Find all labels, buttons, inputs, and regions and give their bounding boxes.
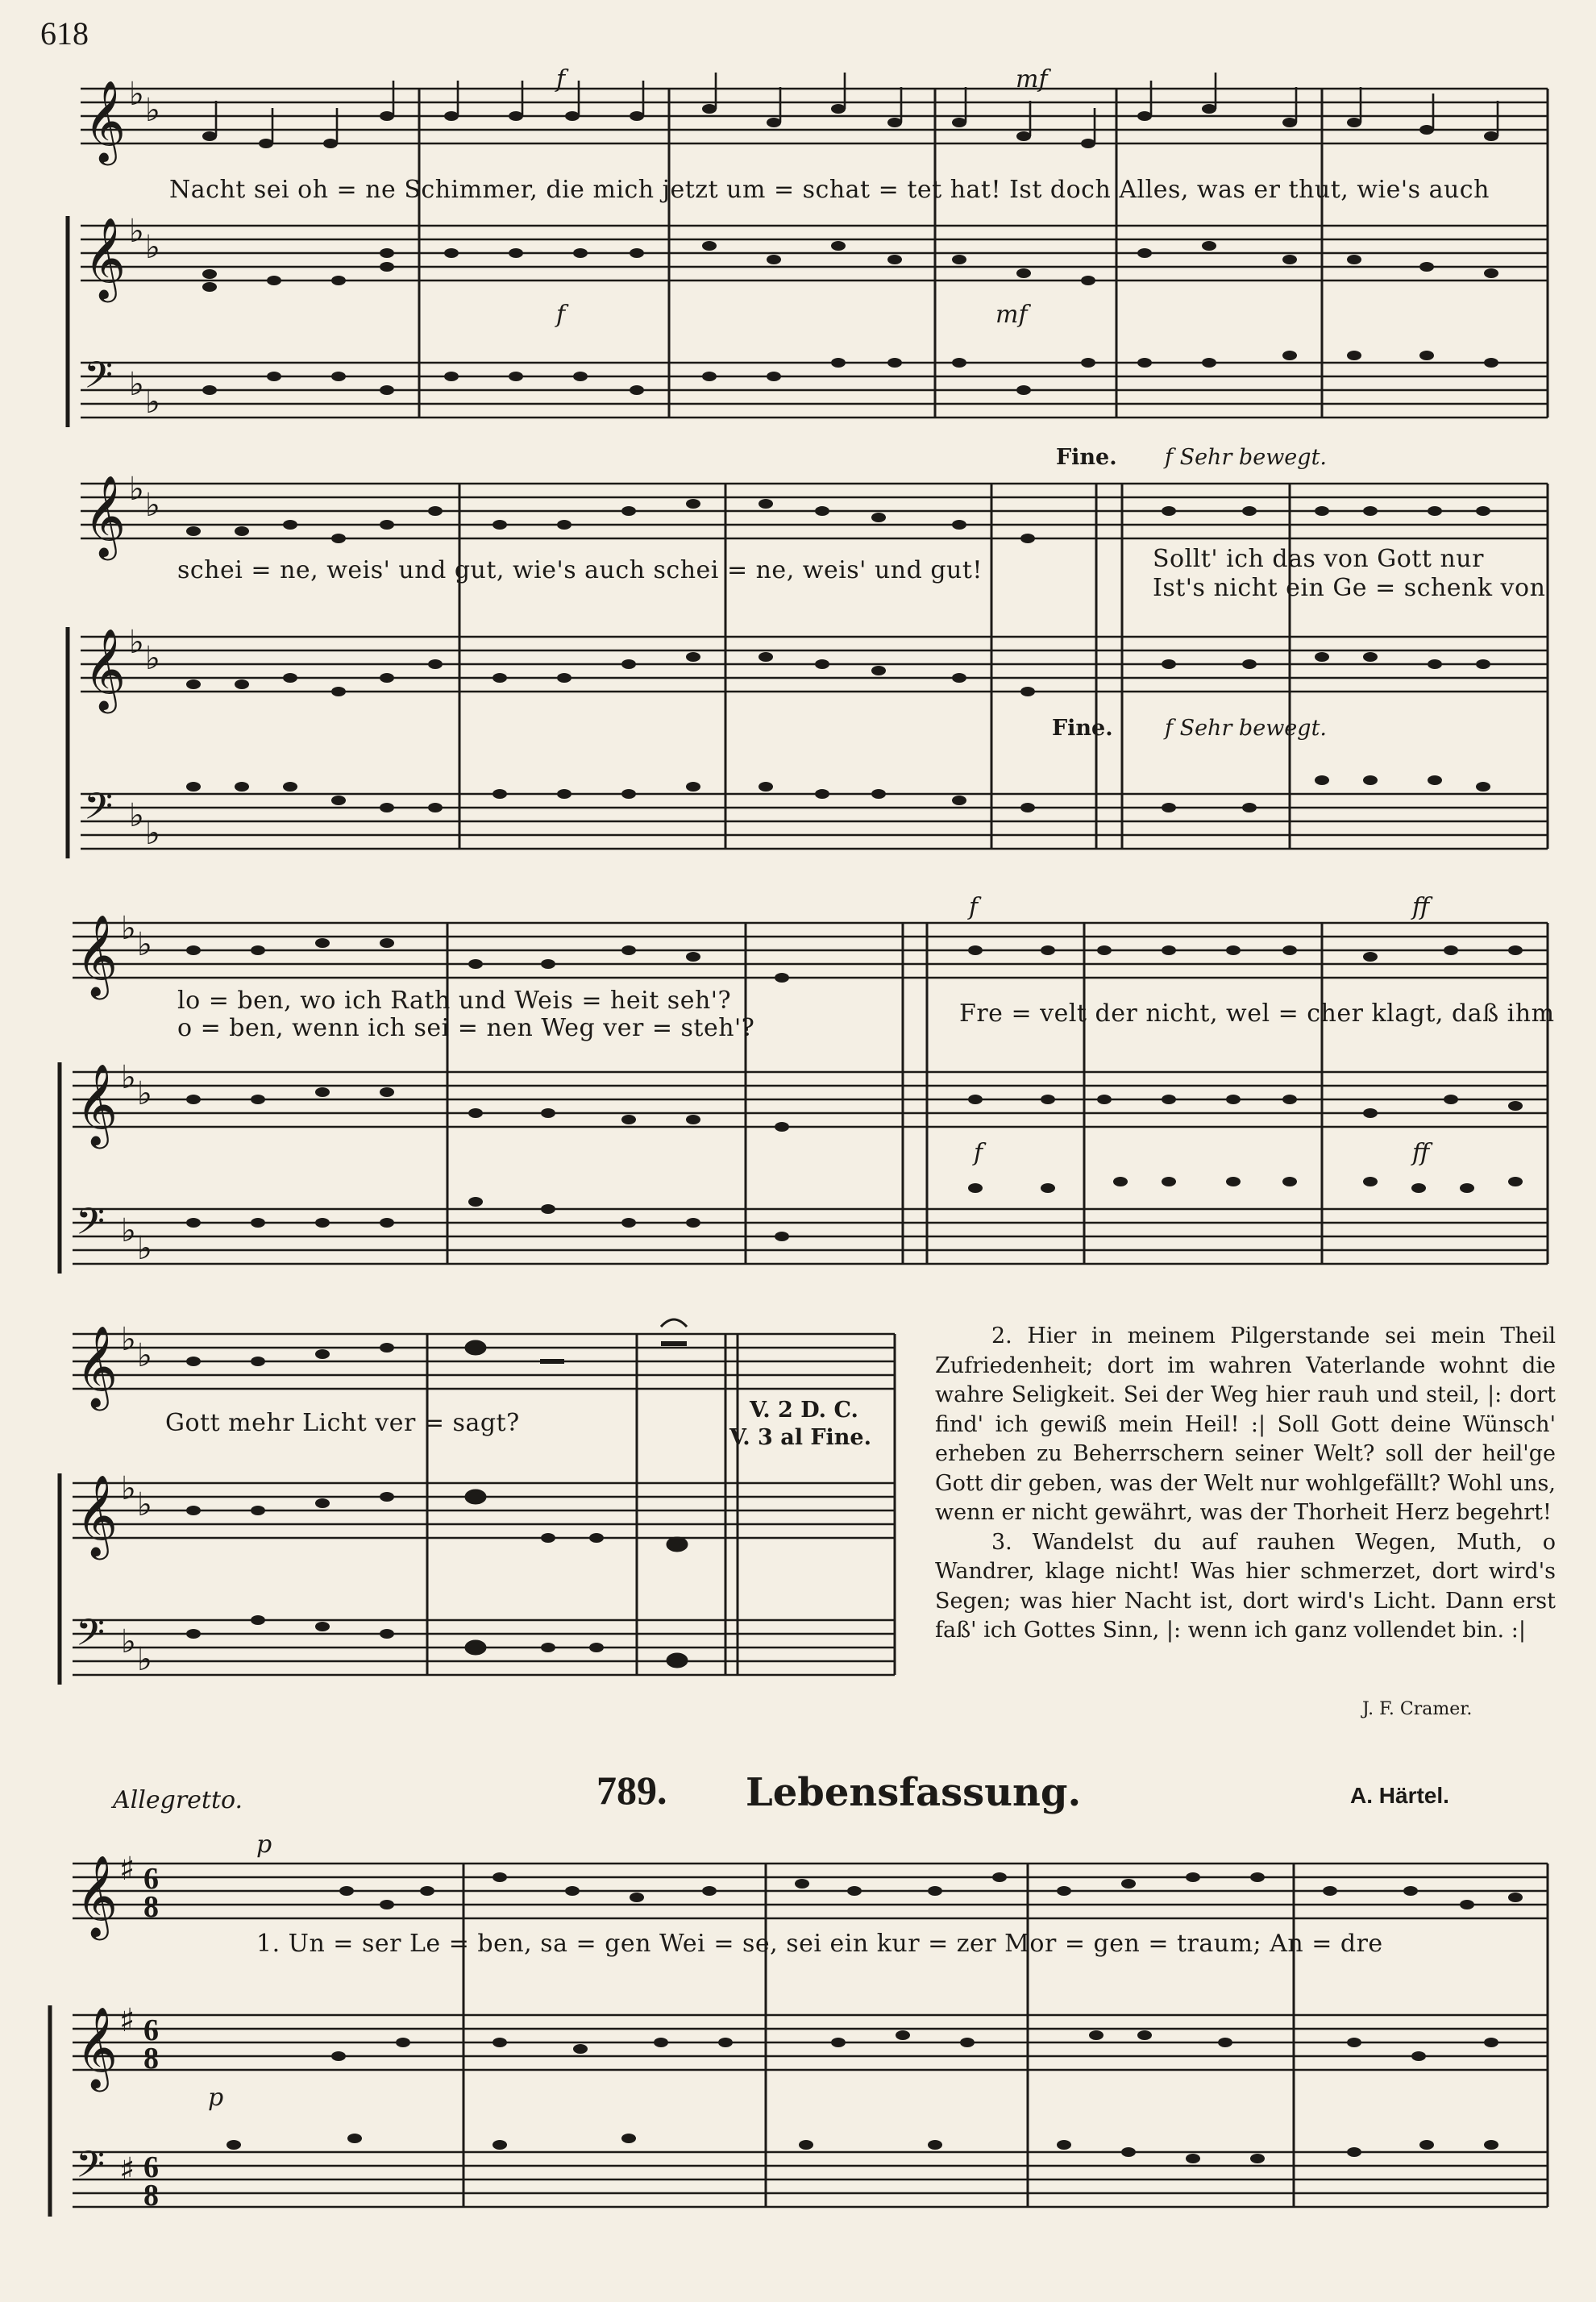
key-flat-icon: ♭ [129,366,144,403]
lyrics-verse-b: o = ben, wenn ich sei = nen Weg ver = steh'? [177,1014,755,1042]
al-fine-marking: V. 3 al Fine. [729,1425,872,1450]
dynamic-mark: ff [1412,1139,1430,1167]
key-flat-icon: ♭ [145,487,160,524]
key-flat-icon: ♭ [121,1212,136,1249]
barlines [427,1334,895,1675]
lyrics-verse-b: Ist's nicht ein Ge = schenk von [1153,574,1546,602]
fermata-icon [661,1319,687,1327]
staff-piano-bass [73,2152,1548,2207]
song-number: 789. [596,1768,667,1813]
verse-2: 2. Hier in meinem Pilgerstande sei mein Theil Zufriedenheit; dort im wahren Vaterlande wohnt die wahre Seligkeit. Sei der Weg hier rauh und steil, |: dort find' ich gewiß mein Heil! :| Soll Gott deine Wünsch' erheben zu Beherrschern seiner Welt? soll der heil'ge Gott dir geben, was der Welt nur wohlgefällt? Wohl uns, wenn er nicht gewährt, was der Thorheit Herz begehrt! [935,1323,1556,1525]
key-flat-icon: ♭ [121,1321,136,1358]
treble-clef-icon: 𝄞 [76,1062,118,1145]
time-signature-denominator: 8 [143,2179,159,2213]
key-flat-icon: ♭ [137,926,152,963]
bass-clef-icon: 𝄢 [84,354,114,406]
music-system-2 [0,451,1596,903]
page-number: 618 [40,15,89,52]
barlines [463,1864,1548,2207]
music-system-5 [0,1822,1596,2289]
lyrics-verse-a: lo = ben, wo ich Rath und Weis = heit seh'? [177,987,732,1015]
notes [227,1872,1523,2163]
dynamic-mark: mf [995,301,1028,329]
staff-piano-bass [81,363,1548,418]
key-flat-icon: ♭ [129,797,144,834]
treble-clef-icon: 𝄞 [76,913,118,996]
tempo-marking: f Sehr bewegt. [1165,445,1327,470]
key-flat-icon: ♭ [121,910,136,947]
fine-marking: Fine. [1052,716,1113,741]
dynamic-mark: p [208,2084,224,2112]
key-flat-icon: ♭ [121,1623,136,1660]
verse-3: 3. Wandelst du auf rauhen Wegen, Muth, o Wandrer, klage nicht! Was hier schmerzet, dort wird's Segen; was hier Nacht ist, dort wird's Licht. Dann erst faß' ich Gottes Sinn, |: wenn ich ganz vollendet bin. :| [935,1529,1556,1643]
treble-clef-icon: 𝄞 [84,216,127,299]
staff-soprano [73,923,1548,978]
time-signature-denominator: 8 [143,2042,159,2076]
da-capo-marking: V. 2 D. C. [750,1398,858,1423]
time-signature-denominator: 8 [143,1890,159,1924]
lyrics-line: Fre = velt der nicht, wel = cher klagt, daß ihm [959,999,1555,1028]
treble-clef-icon: 𝄞 [76,1473,118,1556]
time-signature-numerator: 6 [143,2013,159,2047]
treble-clef-icon: 𝄞 [84,627,127,710]
key-flat-icon: ♭ [145,640,160,677]
fine-marking: Fine. [1056,445,1117,470]
key-sharp-icon: ♯ [119,2002,135,2039]
key-flat-icon: ♭ [121,1470,136,1507]
key-flat-icon: ♭ [137,1641,152,1678]
key-flat-icon: ♭ [145,92,160,129]
dynamic-mark: p [256,1830,272,1859]
dynamic-mark: f [974,1139,983,1167]
song-header [0,1767,1596,1815]
key-flat-icon: ♭ [129,213,144,250]
dynamic-mark: f [556,65,566,93]
staff-piano-bass [81,794,1548,849]
staff-piano-treble [73,2015,1548,2070]
bass-clef-icon: 𝄢 [76,1200,106,1253]
treble-clef-icon: 𝄞 [84,79,127,162]
lyrics-line: Nacht sei oh = ne Schimmer, die mich jetzt um = schat = tet hat! Ist doch Alles, was er thut, wie's auch [169,176,1490,204]
lyrics-verse-a: Sollt' ich das von Gott nur [1153,545,1484,573]
song-title: Lebensfassung. [746,1770,1082,1815]
staff-piano-treble [81,637,1548,692]
treble-clef-icon: 𝄞 [76,1854,118,1937]
key-sharp-icon: ♯ [119,2151,135,2188]
additional-verses [935,1322,1556,1646]
bass-clef-icon: 𝄢 [76,2143,106,2196]
key-flat-icon: ♭ [145,815,160,852]
lyrics-line: schei = ne, weis' und gut, wie's auch schei = ne, weis' und gut! [177,556,983,584]
lyrics-line: Gott mehr Licht ver = sagt? [165,1409,520,1437]
key-flat-icon: ♭ [137,1486,152,1523]
time-signature-numerator: 6 [143,1862,159,1896]
composer: A. Härtel. [1350,1783,1449,1808]
staff-piano-treble [73,1072,1548,1127]
staff-soprano [81,89,1548,143]
treble-clef-icon: 𝄞 [76,1324,118,1407]
bass-clef-icon: 𝄢 [76,1611,106,1664]
dynamic-mark: ff [1412,893,1430,921]
key-flat-icon: ♭ [137,1230,152,1267]
dynamic-mark: f [969,893,979,921]
staff-piano-treble [81,226,1548,280]
bass-clef-icon: 𝄢 [84,785,114,837]
key-flat-icon: ♭ [129,76,144,113]
time-signature-numerator: 6 [143,2150,159,2184]
key-flat-icon: ♭ [129,471,144,508]
key-flat-icon: ♭ [129,624,144,661]
dynamic-mark: mf [1016,65,1048,93]
music-system-1 [0,64,1596,467]
notes [202,73,1498,395]
key-sharp-icon: ♯ [119,1851,135,1888]
music-system-3 [0,895,1596,1314]
notes [186,1319,687,1667]
key-flat-icon: ♭ [137,1337,152,1374]
tempo-marking: f Sehr bewegt. [1165,716,1327,741]
key-flat-icon: ♭ [145,229,160,266]
verse-author: J. F. Cramer. [1362,1699,1473,1719]
key-flat-icon: ♭ [121,1059,136,1096]
dynamic-mark: f [556,301,566,329]
tempo-marking: Allegretto. [113,1786,243,1814]
treble-clef-icon: 𝄞 [84,474,127,557]
key-flat-icon: ♭ [137,1075,152,1112]
key-flat-icon: ♭ [145,384,160,421]
treble-clef-icon: 𝄞 [76,2005,118,2088]
staff-piano-bass [73,1209,1548,1264]
lyrics-line: 1. Un = ser Le = ben, sa = gen Wei = se, sei ein kur = zer Mor = gen = traum; An = dre [256,1930,1383,1958]
barlines [447,923,1548,1264]
